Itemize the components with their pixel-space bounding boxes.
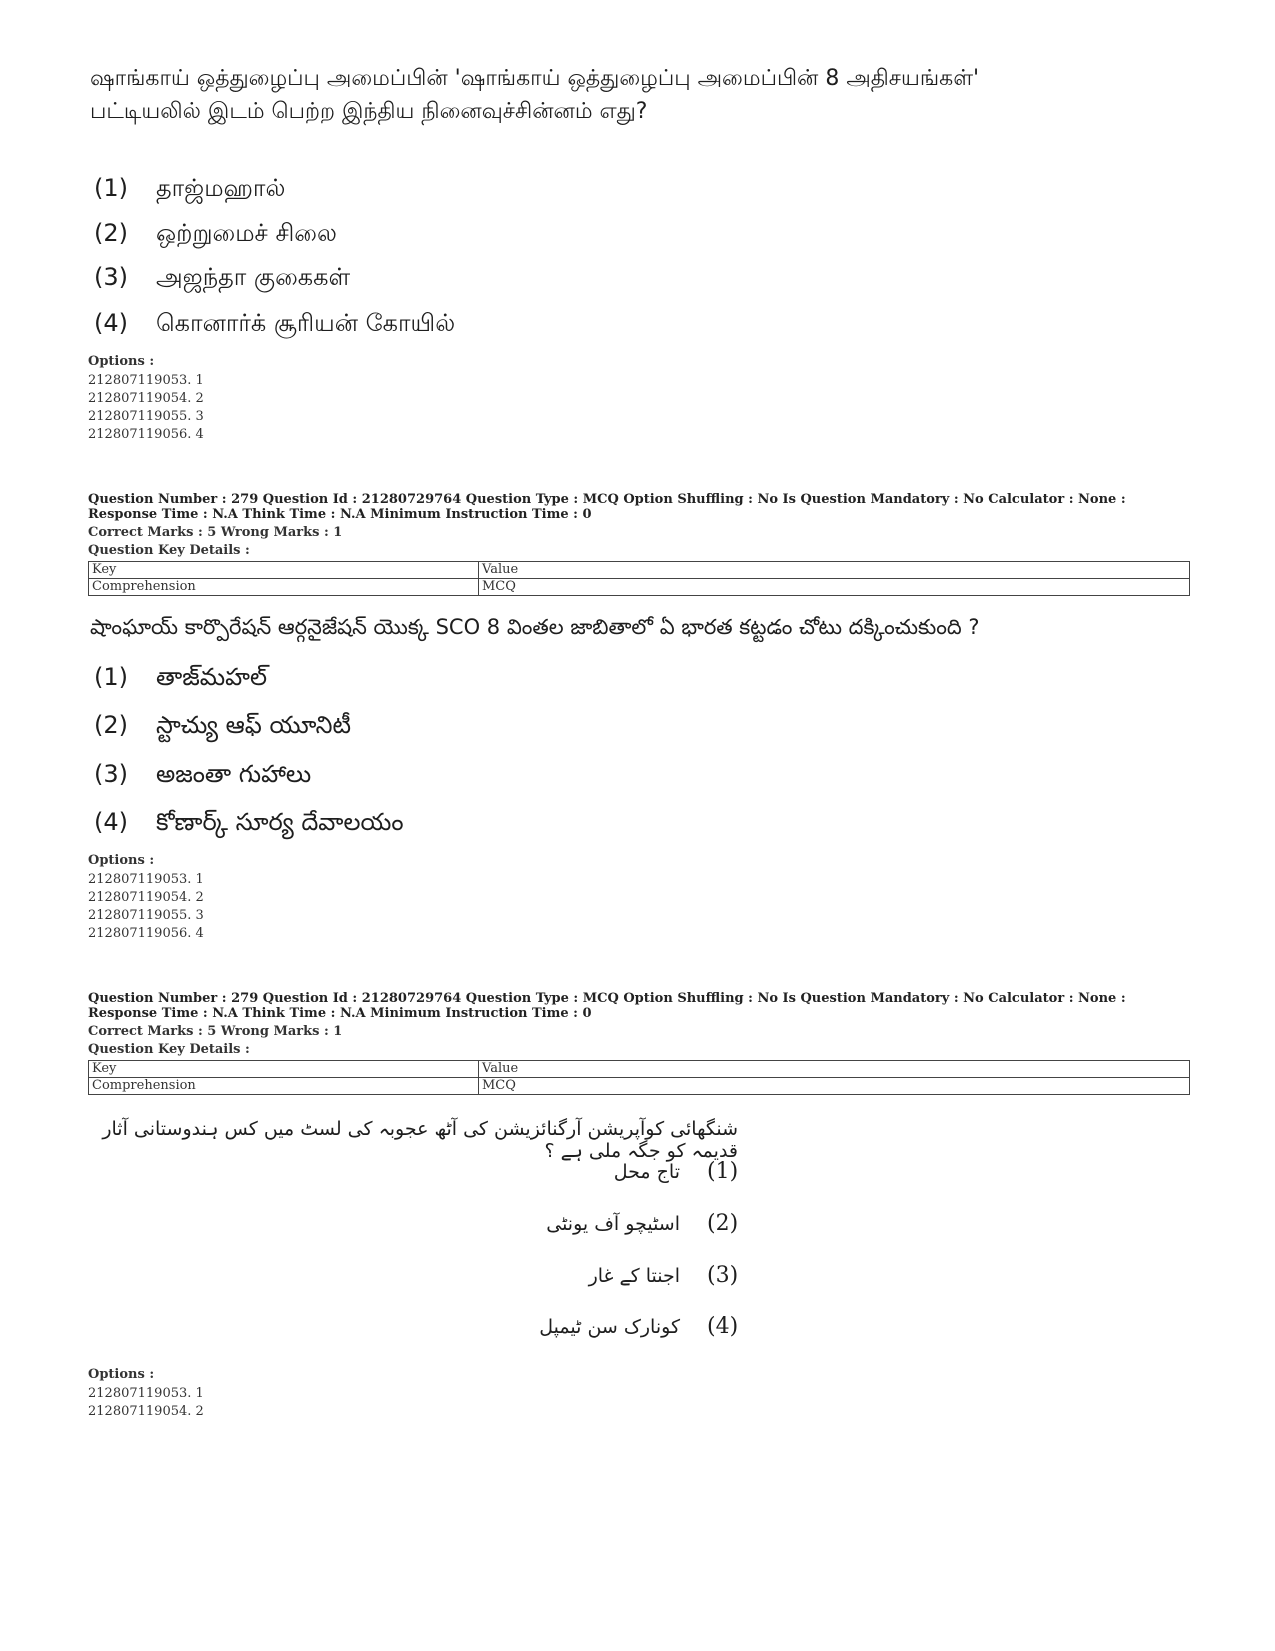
option-id: 212807119055. 3 (88, 908, 204, 923)
key-details-heading: Question Key Details : (88, 1042, 250, 1057)
question-text-tamil: ஷாங்காய் ஒத்துழைப்பு அமைப்பின் 'ஷாங்காய் ஒத்துழைப்பு அமைப்பின் 8 அதிசயங்கள்' பட்டியலில் இடம் பெற்ற இந்திய நினைவுச்சின்னம் எது? (90, 66, 980, 124)
table-header-key: Key (89, 1061, 479, 1078)
option-id: 212807119053. 1 (88, 872, 204, 887)
option-label: స్టాచ్యు ఆఫ్ యూనిటీ (156, 711, 352, 739)
options-heading: Options : (88, 1367, 155, 1382)
option-4 (94, 309, 455, 340)
option-number: (2) (707, 1211, 739, 1236)
table-header-key: Key (89, 562, 479, 579)
option-number: (2) (94, 711, 128, 739)
table-row (89, 579, 1190, 596)
option-3 (94, 760, 311, 794)
option-number: (1) (94, 174, 128, 202)
marks-info: Correct Marks : 5 Wrong Marks : 1 (88, 1024, 343, 1039)
option-number: (4) (94, 808, 128, 836)
option-id: 212807119053. 1 (88, 1386, 204, 1401)
table-header-row (89, 562, 1190, 579)
option-2 (94, 711, 351, 745)
option-label: اسٹیچو آف یونٹی (546, 1213, 680, 1235)
table-cell-value: MCQ (479, 579, 1190, 596)
option-number: (3) (707, 1263, 739, 1288)
option-label: கொனார்க் சூரியன் கோயில் (156, 309, 456, 337)
option-number: (4) (707, 1314, 739, 1339)
option-label: అజంతా గుహాలు (156, 760, 312, 788)
option-number: (2) (94, 219, 128, 247)
option-number: (1) (94, 663, 128, 691)
option-3 (94, 263, 350, 294)
option-number: (1) (707, 1159, 739, 1184)
option-id: 212807119054. 2 (88, 890, 204, 905)
table-header-row (89, 1061, 1190, 1078)
option-number: (3) (94, 263, 128, 291)
option-number: (3) (94, 760, 128, 788)
table-row (89, 1078, 1190, 1095)
option-2 (94, 219, 337, 250)
option-label: تاج محل (613, 1161, 680, 1183)
table-cell-key: Comprehension (89, 579, 479, 596)
question-metadata: Question Number : 279 Question Id : 21280729764 Question Type : MCQ Option Shuffling : No Is Question Mandatory : No Calculator : None : Response Time : N.A Think Time : N.A Minimum Instruction Time : 0 (88, 492, 1126, 522)
option-1 (94, 174, 285, 205)
option-id: 212807119053. 1 (88, 373, 204, 388)
option-id: 212807119054. 2 (88, 1404, 204, 1419)
options-heading: Options : (88, 354, 155, 369)
option-id: 212807119056. 4 (88, 926, 204, 941)
option-id: 212807119056. 4 (88, 427, 204, 442)
table-cell-value: MCQ (479, 1078, 1190, 1095)
question-text-urdu: شنگھائی کوآپریشن آرگنائزیشن کی آٹھ عجوبہ کی لسٹ میں کس ہندوستانی آثار قدیمہ کو جگہ ملی ہے ؟ (102, 1118, 738, 1162)
option-4 (94, 808, 404, 842)
table-cell-key: Comprehension (89, 1078, 479, 1095)
question-metadata: Question Number : 279 Question Id : 21280729764 Question Type : MCQ Option Shuffling : No Is Question Mandatory : No Calculator : None : Response Time : N.A Think Time : N.A Minimum Instruction Time : 0 (88, 991, 1126, 1021)
option-id: 212807119054. 2 (88, 391, 204, 406)
option-id: 212807119055. 3 (88, 409, 204, 424)
table-header-value: Value (479, 1061, 1190, 1078)
option-label: కోణార్క్ సూర్య దేవాలయం (156, 808, 404, 836)
option-label: اجنتا کے غار (588, 1265, 680, 1287)
option-label: کونارک سن ٹیمپل (539, 1316, 680, 1338)
key-value-table (88, 561, 1190, 596)
option-label: తాజ్‌మహల్ (156, 663, 267, 691)
option-number: (4) (94, 309, 128, 337)
option-1 (94, 663, 267, 697)
key-value-table (88, 1060, 1190, 1095)
options-heading: Options : (88, 853, 155, 868)
option-label: ஒற்றுமைச் சிலை (156, 219, 337, 247)
table-header-value: Value (479, 562, 1190, 579)
question-text-telugu: షాంఘాయ్ కార్పొరేషన్ ఆర్గనైజేషన్ యొక్క SCO 8 వింతల జాబితాలో ఏ భారత కట్టడం చోటు దక్కించుకుంది ? (90, 615, 980, 639)
key-details-heading: Question Key Details : (88, 543, 250, 558)
option-label: அஜந்தா குகைகள் (156, 263, 351, 291)
option-label: தாஜ்மஹால் (156, 174, 286, 202)
marks-info: Correct Marks : 5 Wrong Marks : 1 (88, 525, 343, 540)
